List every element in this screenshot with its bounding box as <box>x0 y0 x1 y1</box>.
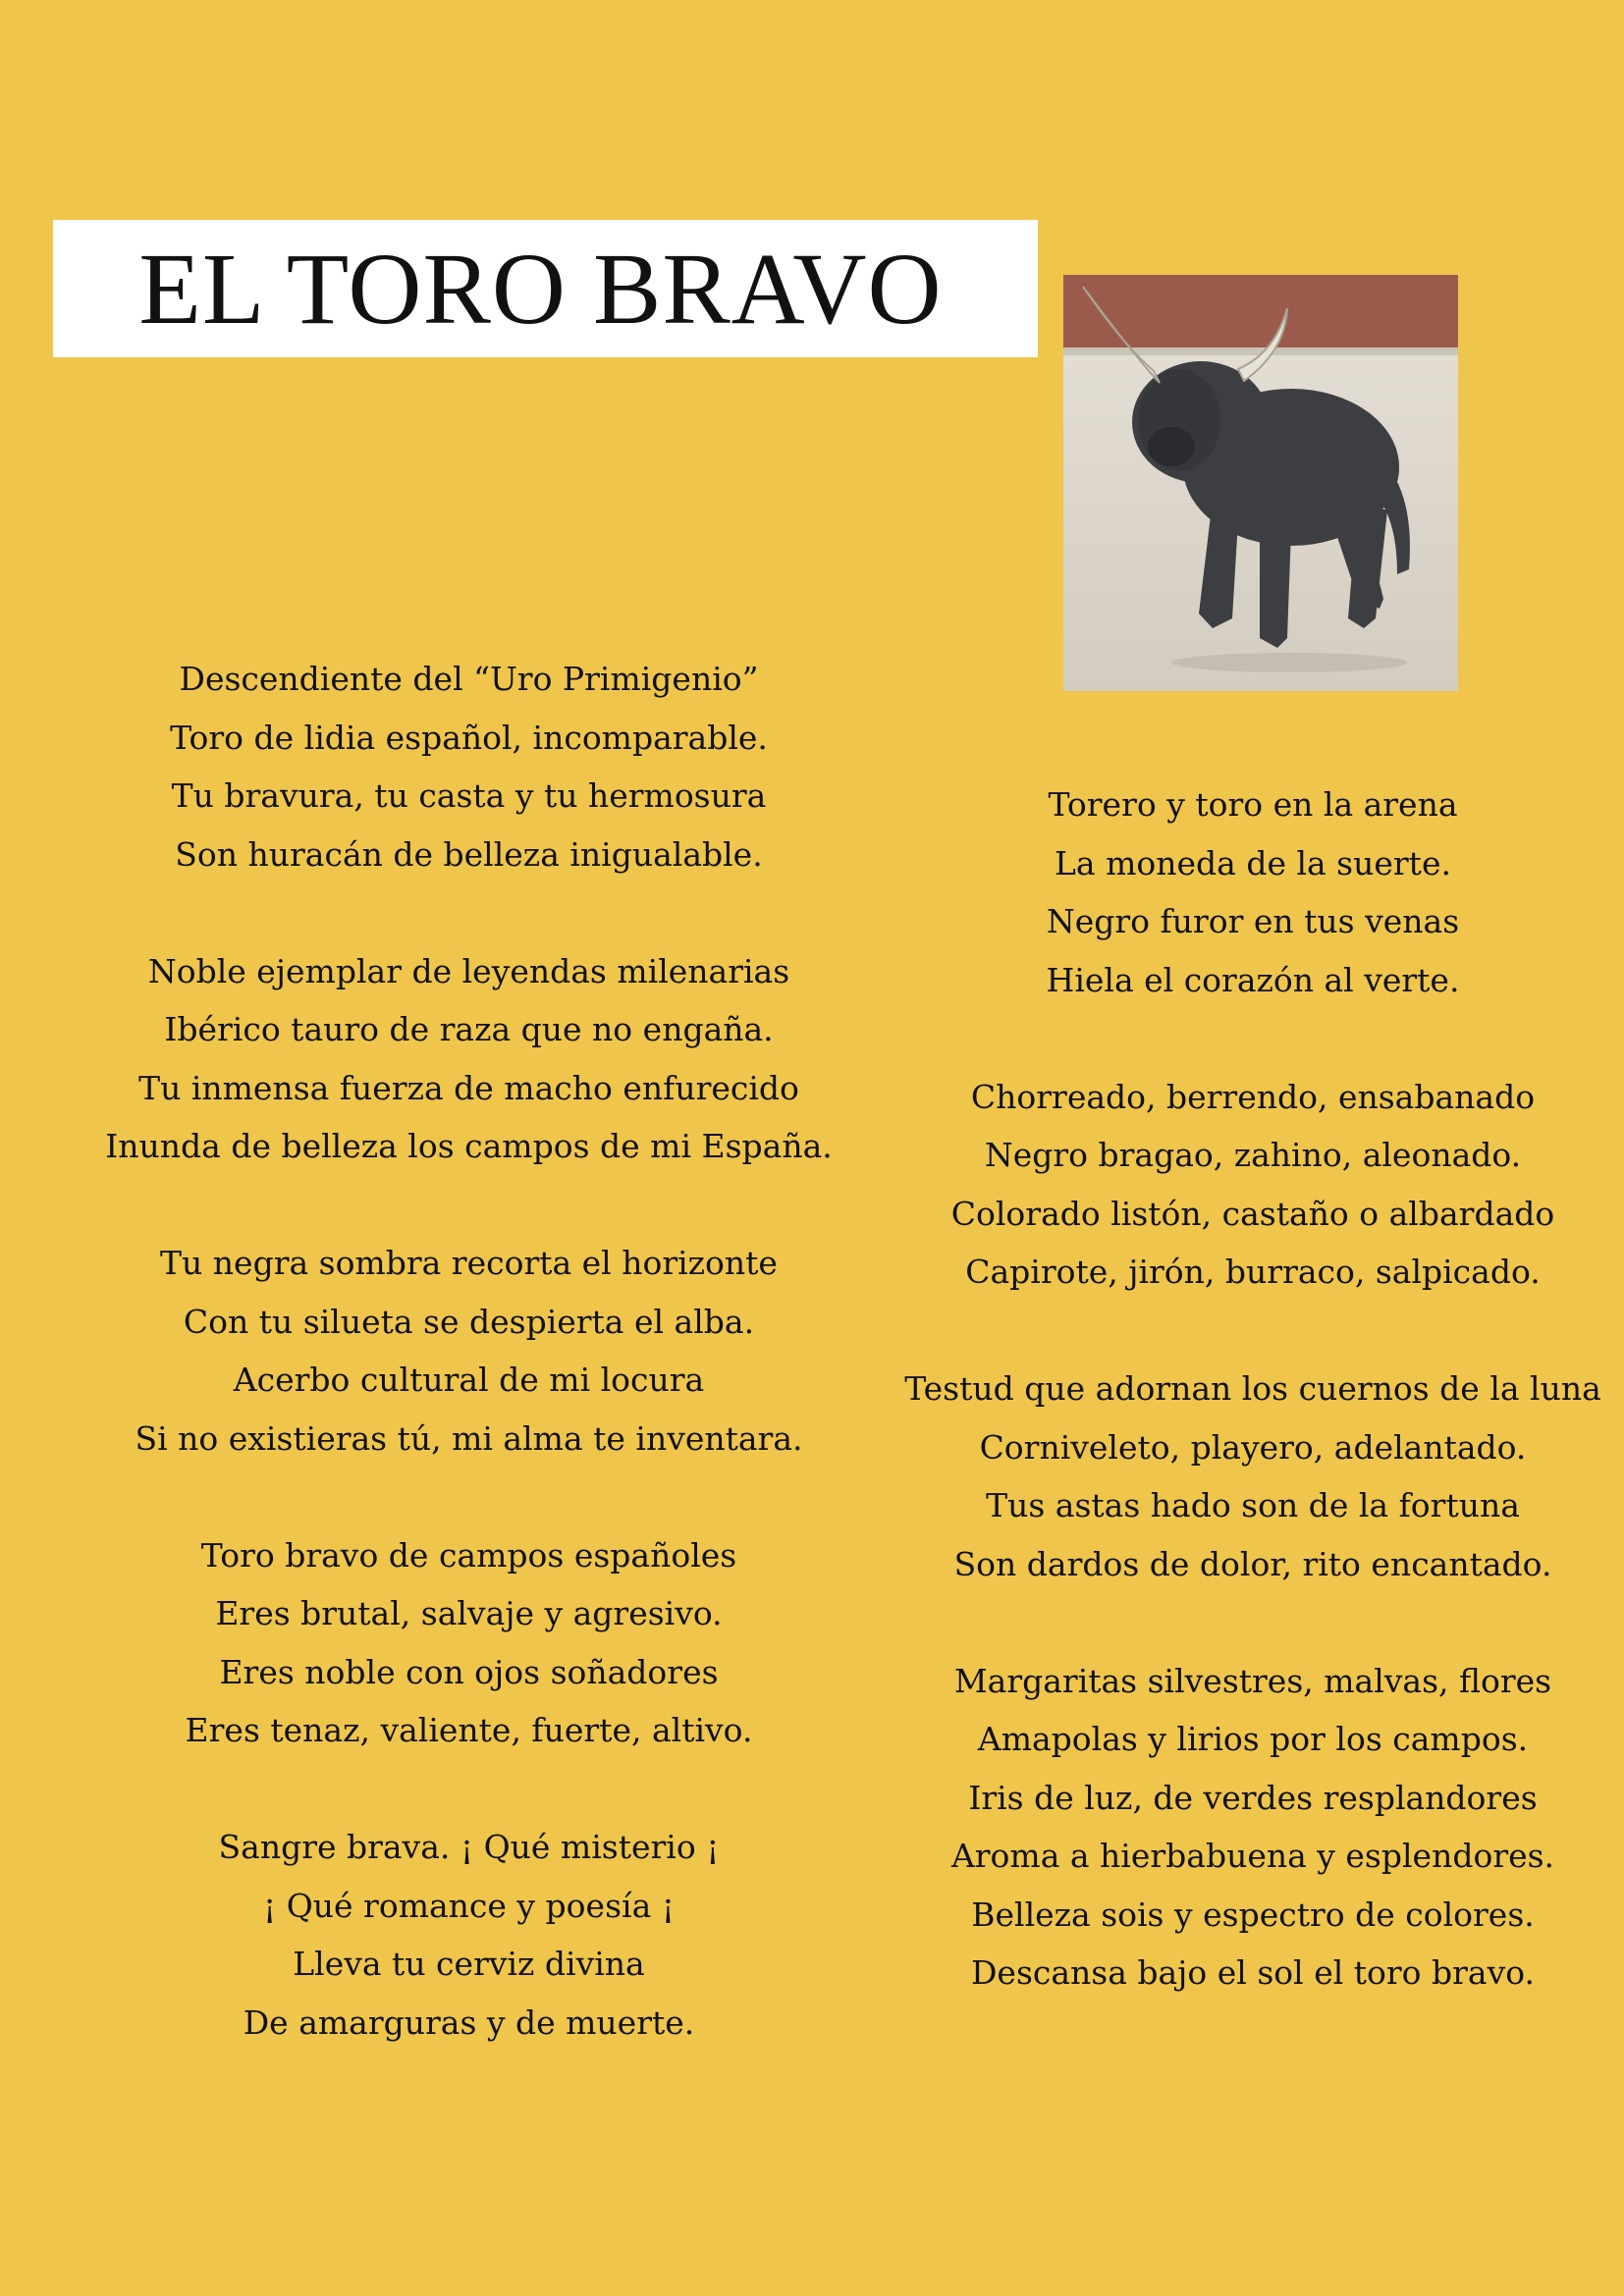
poem-line: Torero y toro en la arena <box>1048 785 1458 824</box>
poem-right-column <box>884 775 1622 2002</box>
poem-left-column <box>98 650 839 2052</box>
poem-line: Capirote, jirón, burraco, salpicado. <box>965 1253 1541 1291</box>
poem-line: Colorado listón, castaño o albardado <box>950 1194 1555 1233</box>
poem-line: Testud que adornan los cuernos de la luna <box>904 1369 1601 1408</box>
poem-line: Margaritas silvestres, malvas, flores <box>953 1661 1552 1700</box>
poem-line: Son dardos de dolor, rito encantado. <box>953 1544 1552 1583</box>
poem-line: Lleva tu cerviz divina <box>293 1945 645 1983</box>
stanza <box>98 650 839 883</box>
poem-line: La moneda de la suerte. <box>1055 843 1451 882</box>
poem-line: Iris de luz, de verdes resplandores <box>968 1778 1538 1817</box>
poem-line: Corniveleto, playero, adelantado. <box>979 1427 1527 1467</box>
poem-line: Son huracán de belleza inigualable. <box>175 834 763 874</box>
poem-line: Tu bravura, tu casta y tu hermosura <box>171 776 767 815</box>
stanza <box>98 942 839 1176</box>
page-title: EL TORO BRAVO <box>138 232 943 346</box>
poem-line: Tu inmensa fuerza de macho enfurecido <box>138 1068 799 1107</box>
poem-line: De amarguras y de muerte. <box>243 2002 695 2042</box>
poem-line: Descansa bajo el sol el toro bravo. <box>970 1953 1536 1992</box>
bull-photo <box>1063 275 1458 691</box>
stanza <box>884 1360 1622 1593</box>
poem-line: Eres brutal, salvaje y agresivo. <box>215 1594 723 1632</box>
poem-line: Belleza sois y espectro de colores. <box>971 1895 1535 1934</box>
stanza <box>884 1068 1622 1302</box>
poem-line: Acerbo cultural de mi locura <box>233 1361 705 1399</box>
poem-line: Noble ejemplar de leyendas milenarias <box>147 951 790 990</box>
poem-line: Ibérico tauro de raza que no engaña. <box>164 1010 774 1048</box>
poem-line: Negro bragao, zahino, aleonado. <box>984 1136 1522 1174</box>
poem-line: Con tu silueta se despierta el alba. <box>183 1302 755 1341</box>
poem-line: Toro bravo de campos españoles <box>200 1535 737 1575</box>
poem-line: Sangre brava. ¡ Qué misterio ¡ <box>218 1828 720 1866</box>
stanza <box>98 1234 839 1468</box>
stanza <box>884 1652 1622 2002</box>
poem-line: Tu negra sombra recorta el horizonte <box>160 1244 778 1282</box>
stanza <box>884 775 1622 1009</box>
poem-line: Inunda de belleza los campos de mi España. <box>105 1127 833 1165</box>
poem-line: Descendiente del “Uro Primigenio” <box>179 660 759 698</box>
poem-line: Hiela el corazón al verte. <box>1046 960 1460 999</box>
poem-line: Eres noble con ojos soñadores <box>219 1652 719 1691</box>
poem-line: Aroma a hierbabuena y esplendores. <box>950 1837 1555 1875</box>
stanza <box>98 1818 839 2052</box>
poem-line: Si no existieras tú, mi alma te inventara. <box>135 1418 803 1458</box>
title-box <box>53 220 1038 357</box>
stanza <box>98 1526 839 1760</box>
arena-wall <box>1063 275 1458 353</box>
poem-line: Negro furor en tus venas <box>1046 902 1460 940</box>
poem-line: Eres tenaz, valiente, fuerte, altivo. <box>185 1711 753 1749</box>
poem-line: ¡ Qué romance y poesía ¡ <box>262 1886 675 1925</box>
poem-line: Amapolas y lirios por los campos. <box>977 1720 1529 1758</box>
poem-line: Tus astas hado son de la fortuna <box>986 1486 1520 1524</box>
poem-line: Chorreado, berrendo, ensabanado <box>970 1077 1536 1116</box>
bull-shadow <box>1171 653 1407 672</box>
poem-line: Toro de lidia español, incomparable. <box>170 718 768 757</box>
